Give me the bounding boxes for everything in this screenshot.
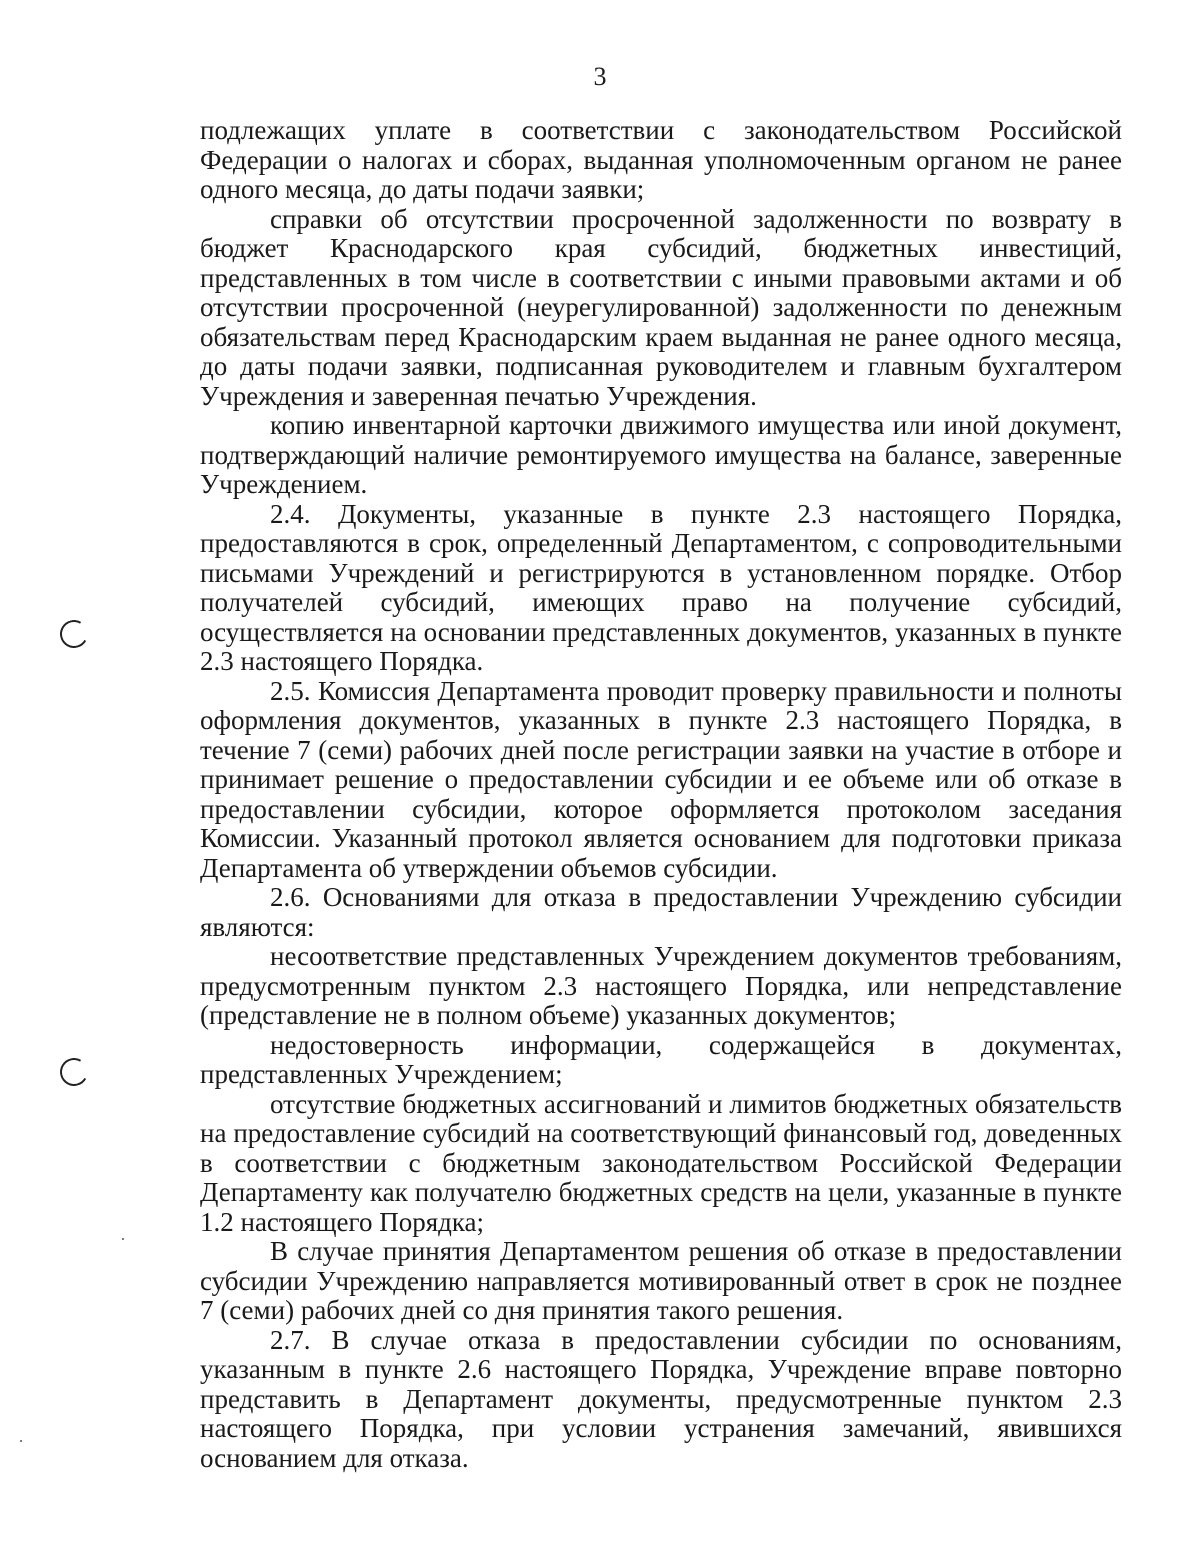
paragraph-clause-2-7: 2.7. В случае отказа в предоставлении субсидии по основаниям, указанным в пункте 2.6 настоящего Порядка, Учреждение вправе повторно представить в Департамент документы, предусмотренные пунктом 2.3 настоящего Порядка, при условии устранения замечаний, явившихся основанием для отказа. (200, 1324, 1122, 1473)
scan-speck (20, 1440, 22, 1442)
paragraph-refusal-ground-2: недостоверность информации, содержащейся в документах, представленных Учреждением; (200, 1029, 1122, 1089)
punch-hole-mark (57, 1055, 91, 1089)
paragraph-refusal-notice: В случае принятия Департаментом решения об отказе в предоставлении субсидии Учреждению направляется мотивированный ответ в срок не позднее 7 (семи) рабочих дней со дня принятия такого решения. (200, 1236, 1122, 1325)
paragraph-clause-2-4: 2.4. Документы, указанные в пункте 2.3 настоящего Порядка, предоставляются в срок, определенный Департаментом, с сопроводительными письмами Учреждений и регистрируются в установленном порядке. Отбор получателей субсидий, имеющих право на получение субсидий, осуществляется на основании представленных документов, указанных в пункте 2.3 настоящего Порядка. (200, 498, 1122, 676)
scan-speck (122, 1238, 124, 1240)
paragraph-clause-2-5: 2.5. Комиссия Департамента проводит проверку правильности и полноты оформления документов, указанных в пункте 2.3 настоящего Порядка, в течение 7 (семи) рабочих дней после регистрации заявки на участие в отборе и принимает решение о предоставлении субсидии и ее объеме или об отказе в предоставлении субсидии, которое оформляется протоколом заседания Комиссии. Указанный протокол является основанием для подготовки приказа Департамента об утверждении объемов субсидии. (200, 675, 1122, 883)
paragraph-refusal-ground-3: отсутствие бюджетных ассигнований и лимитов бюджетных обязательств на предоставление субсидий на соответствующий финансовый год, доведенных в соответствии с бюджетным законодательством Российской Федерации Департаменту как получателю бюджетных средств на цели, указанные в пункте 1.2 настоящего Порядка; (200, 1088, 1122, 1237)
paragraph-clause-2-6: 2.6. Основаниями для отказа в предоставлении Учреждению субсидии являются: (200, 882, 1122, 942)
paragraph-refusal-ground-1: несоответствие представленных Учреждением документов требованиям, предусмотренным пунктом 2.3 настоящего Порядка, или непредставление (представление не в полном объеме) указанных документов; (200, 941, 1122, 1030)
document-body (200, 116, 1122, 1473)
paragraph-continuation: подлежащих уплате в соответствии с законодательством Российской Федерации о налогах и сборах, выданная уполномоченным органом не ранее одного месяца, до даты подачи заявки; (200, 115, 1122, 204)
paragraph-arrears-certificate: справки об отсутствии просроченной задолженности по возврату в бюджет Краснодарского края субсидий, бюджетных инвестиций, представленных в том числе в соответствии с иными правовыми актами и об отсутствии просроченной (неурегулированной) задолженности по денежным обязательствам перед Краснодарским краем выданная не ранее одного месяца, до даты подачи заявки, подписанная руководителем и главным бухгалтером Учреждения и заверенная печатью Учреждения. (200, 203, 1122, 411)
paragraph-inventory-card: копию инвентарной карточки движимого имущества или иной документ, подтверждающий наличие ремонтируемого имущества на балансе, заверенные Учреждением. (200, 410, 1122, 499)
page-number: 3 (593, 62, 607, 91)
punch-hole-mark (57, 617, 91, 651)
